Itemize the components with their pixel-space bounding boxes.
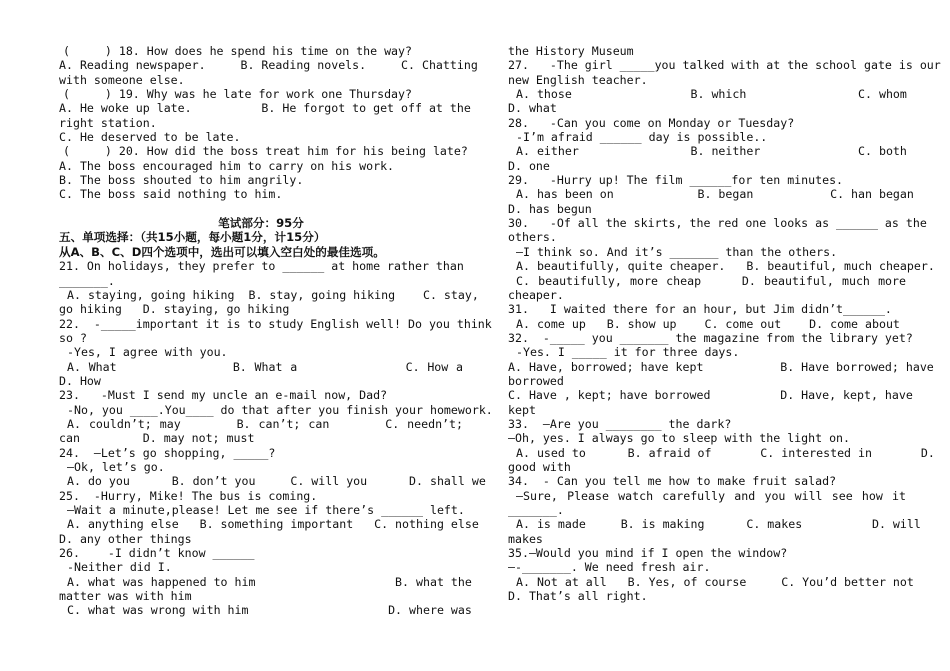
right-text-line: kept <box>508 402 536 417</box>
left-text-line: A. anything else B. something important C. nothing else <box>67 517 479 532</box>
right-text-line: A. Have, borrowed; have kept B. Have borrowed; have <box>508 359 934 374</box>
right-text-line: —Sure, Please watch carefully and you will see how it <box>516 488 906 503</box>
left-text-line: ( ) 19. Why was he late for work one Thursday? <box>63 87 413 102</box>
right-text-line: 32. -_____ you _______ the magazine from the library yet? <box>508 330 913 345</box>
right-text-line: D. has begun <box>508 201 592 216</box>
right-text-line: C. beautifully, more cheap D. beautiful, much more <box>516 273 906 288</box>
left-text-line: _______. <box>59 273 115 288</box>
right-text-line: 30. -Of all the skirts, the red one looks as ______ as the <box>508 216 927 231</box>
left-text-line: can D. may not; must <box>59 431 255 446</box>
right-text-line: -Yes. I _____ it for three days. <box>516 345 740 360</box>
right-text-line: A. come up B. show up C. come out D. come about <box>516 316 900 331</box>
left-text-line: -Neither did I. <box>67 560 172 575</box>
right-text-line: -I’m afraid ______ day is possible.. <box>516 130 768 145</box>
right-text-line: _______. <box>508 503 564 517</box>
right-text-line: others. <box>508 230 557 245</box>
right-text-line: 35.—Would you mind if I open the window? <box>508 546 788 561</box>
left-text-line: ( ) 20. How did the boss treat him for his being late? <box>63 144 468 159</box>
left-text-line: C. The boss said nothing to him. <box>59 187 283 202</box>
right-text-line: A. beautifully, quite cheaper. B. beautiful, much cheaper. <box>516 259 935 274</box>
left-text-line: 24. —Let’s go shopping, _____? <box>59 445 276 460</box>
left-text-line: 22. -_____important it is to study English well! Do you think <box>59 316 492 331</box>
left-text-line: A. Reading newspaper. B. Reading novels. C. Chatting <box>59 58 478 73</box>
left-text-line: A. what was happened to him B. what the <box>67 574 472 589</box>
right-text-line: cheaper. <box>508 287 564 302</box>
right-text-line: D. one <box>508 158 550 173</box>
left-text-line: 笔试部分：95分 <box>218 216 304 231</box>
left-text-line: 26. -I didn’t know ______ <box>59 546 255 561</box>
right-text-line: —Oh, yes. I always go to sleep with the light on. <box>508 431 851 446</box>
right-text-line: A. those B. which C. whom <box>516 87 907 102</box>
left-text-line: 23. -Must I send my uncle an e-mail now, Dad? <box>59 388 388 403</box>
left-text-line: go hiking D. staying, go hiking <box>59 302 290 317</box>
right-text-line: —-_______. We need fresh air. <box>508 560 711 575</box>
left-text-line: 从A、B、C、D四个选项中，选出可以填入空白处的最佳选项。 <box>59 244 385 259</box>
right-text-line: A. is made B. is making C. makes D. will <box>516 517 921 532</box>
right-text-line: C. Have , kept; have borrowed D. Have, kept, have <box>508 388 913 403</box>
right-text-line: —I think so. And it’s _______ than the others. <box>516 244 838 259</box>
right-text-line: 33. —Are you ________ the dark? <box>508 416 732 431</box>
right-text-line: 29. -Hurry up! The film ______for ten minutes. <box>508 173 844 188</box>
right-column <box>508 44 941 604</box>
left-text-line: C. He deserved to be late. <box>59 130 241 145</box>
left-text-line: D. any other things <box>59 531 192 546</box>
right-text-line: A. either B. neither C. both <box>516 144 907 159</box>
right-text-line: makes <box>508 531 543 546</box>
left-text-line: 25. -Hurry, Mike! The bus is coming. <box>59 488 318 503</box>
left-text-line: B. The boss shouted to him angrily. <box>59 173 304 188</box>
left-text-line: A. He woke up late. B. He forgot to get off at the <box>59 101 471 116</box>
right-text-line: new English teacher. <box>508 72 648 87</box>
right-text-line: 27. -The girl _____you talked with at the school gate is our <box>508 58 941 73</box>
left-text-line: so ? <box>59 330 87 345</box>
left-column <box>59 44 493 618</box>
right-text-line: the History Museum <box>508 44 634 58</box>
left-text-line: -Yes, I agree with you. <box>67 345 228 360</box>
right-text-line: A. Not at all B. Yes, of course C. You’d better not <box>516 574 914 589</box>
left-text-line: -No, you ____.You____ do that after you finish your homework. <box>67 402 493 417</box>
left-text-line: 五、单项选择：（共15小题，每小题1分，计15分） <box>59 230 326 245</box>
right-text-line: A. used to B. afraid of C. interested in D. <box>516 445 935 460</box>
left-text-line: matter was with him <box>59 589 192 604</box>
left-text-line: C. what was wrong with him D. where was <box>67 603 472 618</box>
right-text-line: D. what <box>508 101 557 116</box>
left-text-line: —Wait a minute,please! Let me see if there’s ______ left. <box>67 503 465 517</box>
left-text-line: ( ) 18. How does he spend his time on the way? <box>63 44 413 58</box>
left-text-line: right station. <box>59 115 157 130</box>
right-text-line: 28. -Can you come on Monday or Tuesday? <box>508 115 795 130</box>
left-text-line: —Ok, let’s go. <box>67 459 165 474</box>
left-text-line <box>59 202 463 216</box>
left-text-line: with someone else. <box>59 72 185 87</box>
left-text-line: A. couldn’t; may B. can’t; can C. needn’t; <box>67 416 463 431</box>
right-text-line: borrowed <box>508 373 564 388</box>
right-text-line: 34. - Can you tell me how to make fruit salad? <box>508 474 837 489</box>
left-text-line: 21. On holidays, they prefer to ______ at home rather than <box>59 259 464 274</box>
right-text-line: 31. I waited there for an hour, but Jim didn’t______. <box>508 302 892 317</box>
left-text-line: D. How <box>59 373 101 388</box>
left-text-line: A. The boss encouraged him to carry on his work. <box>59 158 395 173</box>
right-text-line: good with <box>508 459 571 474</box>
left-text-line: A. staying, going hiking B. stay, going hiking C. stay, <box>67 287 479 302</box>
right-text-line: A. has been on B. began C. han began <box>516 187 914 202</box>
left-text-line: A. do you B. don’t you C. will you D. shall we <box>67 474 486 489</box>
right-text-line: D. That’s all right. <box>508 589 648 604</box>
left-text-line: A. What B. What a C. How a <box>67 359 463 374</box>
